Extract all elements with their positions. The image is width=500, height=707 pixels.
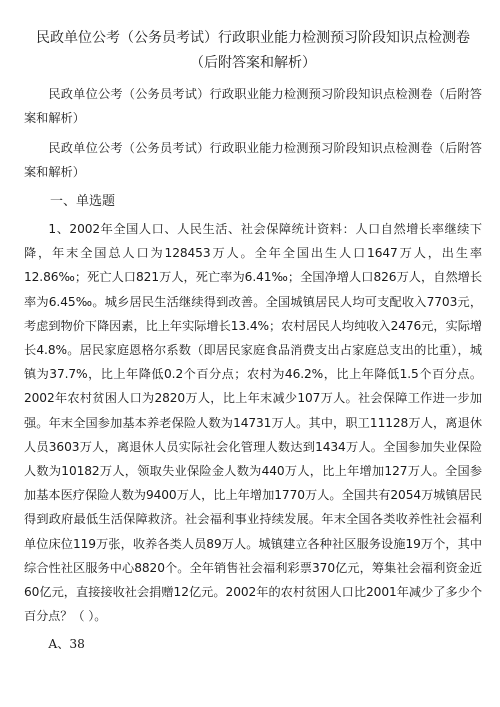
subtitle-line-2: 民政单位公考（公务员考试）行政职业能力检测预习阶段知识点检测卷（后附答案和解析） xyxy=(24,141,482,179)
section-heading: 一、单选题 xyxy=(50,194,116,209)
subtitle-line-1: 民政单位公考（公务员考试）行政职业能力检测预习阶段知识点检测卷（后附答案和解析） xyxy=(24,87,482,125)
document-title: 民政单位公考（公务员考试）行政职业能力检测预习阶段知识点检测卷（后附答案和解析） xyxy=(36,30,470,71)
question-1-option-a[interactable]: A、38 xyxy=(48,637,85,652)
question-1-text: 1、2002年全国人口、人民生活、社会保障统计资料：人口自然增长率继续下降，年末全国总人口为128453万人。全年全国出生人口1647万人，出生率12.86‰；死亡人口821万人，死亡率为6.41‰；全国净增人口826万人，自然增长率为6.45‰。城乡居民生活继续得到改善。全国城镇居民人均可支配收入7703元，考虑到物价下降因素，比上年实际增长13.4%；农村居民人均纯收入2476元，实际增长4.8%。居民家庭恩格尔系数（即居民家庭食品消费支出占家庭总支出的比重），城镇为37.7%，比上年降低0.2个百分点；农村为46.2%，比上年降低1.5个百分点。2002年农村贫困人口为2820万人，比上年末减少107万人。社会保障工作进一步加强。年末全国参加基本养老保险人数为14731万人。其中，职工11128万人，离退休人员3603万人，离退休人员实际社会化管理人数达到1434万人。全国参加失业保险人数为10182万人，领取失业保险金人数为440万人，比上年增加127万人。全国参加基本医疗保险人数为9400万人，比上年增加1770万人。全国共有2054万城镇居民得到政府最低生活保障救济。社会福利事业持续发展。年末全国各类收养性社会福利单位床位119万张，收养各类人员89万人。城镇建立各种社区服务设施19万个，其中综合性社区服务中心8820个。全年销售社会福利彩票370亿元，筹集社会福利资金近60亿元，直接接收社会捐赠12亿元。2002年的农村贫困人口比2001年减少了多少个百分点？（ ）。 xyxy=(24,222,482,624)
